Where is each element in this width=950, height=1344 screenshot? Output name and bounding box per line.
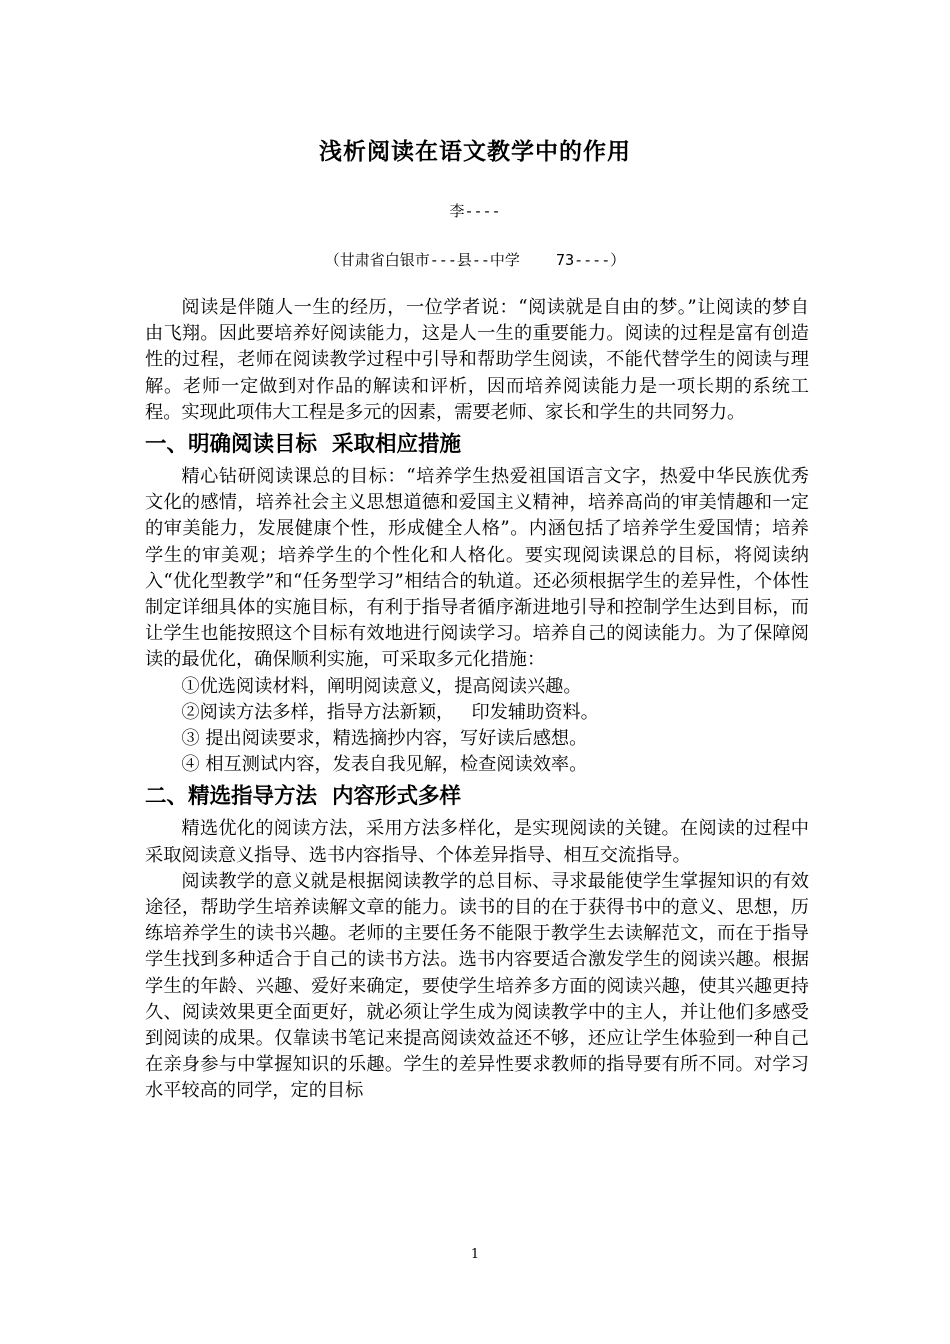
document-title: 浅析阅读在语文教学中的作用 bbox=[319, 139, 631, 165]
measure-item-2: ②阅读方法多样，指导方法新颖， 印发辅助资料。 bbox=[181, 701, 599, 723]
page-number: 1 bbox=[470, 1247, 480, 1262]
measure-item-4: ④ 相互测试内容，发表自我见解，检查阅读效率。 bbox=[181, 754, 588, 776]
author-affiliation: （甘肃省白银市---县--中学 73----） bbox=[324, 251, 626, 269]
measure-item-1: ①优选阅读材料，阐明阅读意义，提高阅读兴趣。 bbox=[181, 675, 582, 697]
section-heading-2: 二、精选指导方法 内容形式多样 bbox=[145, 784, 461, 810]
section-2-paragraph-2: 阅读教学的意义就是根据阅读教学的总目标、寻求最能使学生掌握知识的有效途径，帮助学生培养读解文章的能力。读书的目的在于获得书中的意义、思想，历练培养学生的读书兴趣。老师的主要任务不能限于教学生去读解范文，而在于指导学生找到多种适合于自己的读书方法。选书内容要适合激发学生的阅读兴趣。根据学生的年龄、兴趣、爱好来确定，要使学生培养多方面的阅读兴趣，使其兴趣更持久、阅读效果更全面更好，就必须让学生成为阅读教学中的主人，并让他们多感受到阅读的成果。仅靠读书笔记来提高阅读效益还不够，还应让学生体验到一种自己在亲身参与中掌握知识的乐趣。学生的差异性要求教师的指导要有所不同。对学习水平较高的同学，定的目标 bbox=[145, 870, 809, 1102]
section-1-paragraph: 精心钻研阅读课总的目标：“培养学生热爱祖国语言文字，热爱中华民族优秀文化的感情，培养社会主义思想道德和爱国主义精神，培养高尚的审美情趣和一定的审美能力，发展健康个性，形成健全人格”。内涵包括了培养学生爱国情；培养学生的审美观；培养学生的个性化和人格化。要实现阅读课总的目标，将阅读纳入“优化型教学”和“任务型学习”相结合的轨道。还必须根据学生的差异性，个体性制定详细具体的实施目标，有利于指导者循序渐进地引导和控制学生达到目标，而让学生也能按照这个目标有效地进行阅读学习。培养自己的阅读能力。为了保障阅读的最优化，确保顺利实施，可采取多元化措施： bbox=[145, 466, 809, 671]
intro-paragraph: 阅读是伴随人一生的经历，一位学者说：“阅读就是自由的梦。”让阅读的梦自由飞翔。因此要培养好阅读能力，这是人一生的重要能力。阅读的过程是富有创造性的过程，老师在阅读教学过程中引导和帮助学生阅读，不能代替学生的阅读与理解。老师一定做到对作品的解读和评析，因而培养阅读能力是一项长期的系统工程。实现此项伟大工程是多元的因素，需要老师、家长和学生的共同努力。 bbox=[145, 297, 809, 423]
measure-item-3: ③ 提出阅读要求，精选摘抄内容，写好读后感想。 bbox=[181, 728, 588, 750]
author-name: 李---- bbox=[449, 202, 501, 220]
document-body bbox=[145, 295, 809, 1105]
section-2-paragraph-1: 精选优化的阅读方法，采用方法多样化，是实现阅读的关键。在阅读的过程中采取阅读意义指导、选书内容指导、个体差异指导、相互交流指导。 bbox=[145, 818, 809, 866]
section-heading-1: 一、明确阅读目标 采取相应措施 bbox=[145, 432, 461, 458]
